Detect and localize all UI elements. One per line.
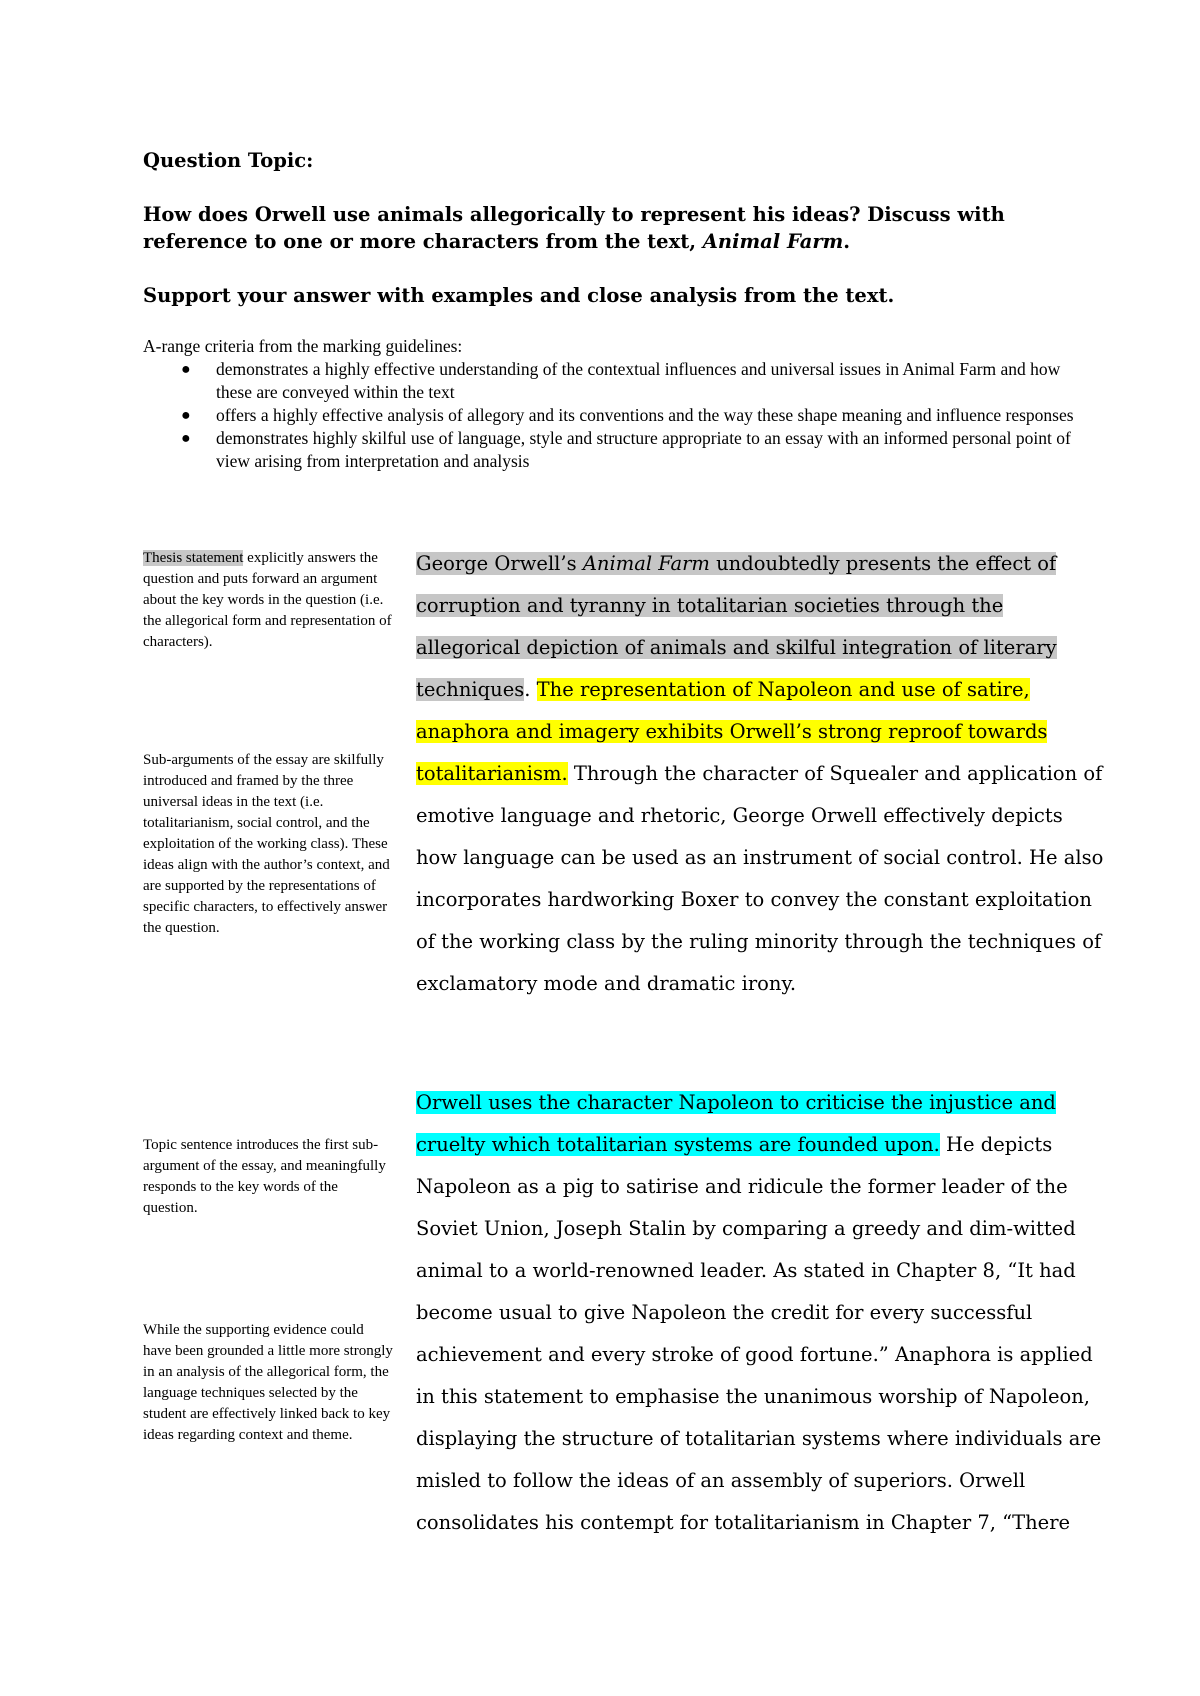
essay-paragraph-introduction: George Orwell’s Animal Farm undoubtedly presents the effect of corruption and tyranny in totalitarian societies through the allegorical depiction of animals and skilful integration of literary techniques. The representation of Napoleon and use of satire, anaphora and imagery exhibits Orwell’s strong reproof towards totalitarianism. Through the character of Squealer and application of emotive language and rhetoric, George Orwell effectively depicts how language can be used as an instrument of social control. He also incorporates hardworking Boxer to convey the constant exploitation of the working class by the ruling minority through the techniques of exclamatory mode and dramatic irony. — [416, 552, 1104, 995]
margin-note-topic-sentence: Topic sentence introduces the first sub-argument of the essay, and meaningfully responds to the key words of the question. — [143, 1137, 386, 1216]
question-end: . — [843, 230, 851, 253]
thesis-highlight: George Orwell’s Animal Farm undoubtedly presents the effect of corruption and tyranny in totalitarian societies through the allegorical depiction of animals and skilful integration of literary techniques — [416, 552, 1057, 701]
margin-note-evidence: While the supporting evidence could have been grounded a little more strongly in an analysis of the allegorical form, the language techniques selected by the student are effectively linked back to key ideas regarding context and theme. — [143, 1322, 393, 1443]
question-book-title: Animal Farm — [702, 230, 844, 253]
bullet-icon: ● — [181, 361, 191, 378]
support-instruction: Support your answer with examples and close analysis from the text. — [143, 284, 895, 307]
criteria-item: ● offers a highly effective analysis of allegory and its conventions and the way these shape meaning and influence responses — [181, 405, 1074, 425]
essay-paragraph-body-1: Orwell uses the character Napoleon to criticise the injustice and cruelty which totalitarian systems are founded upon. He depicts Napoleon as a pig to satirise and ridicule the former leader of the Soviet Union, Joseph Stalin by comparing a greedy and dim-witted animal to a world-renowned leader. As stated in Chapter 8, “It had become usual to give Napoleon the credit for every successful achievement and every stroke of good fortune.” Anaphora is applied in this statement to emphasise the unanimous worship of Napoleon, displaying the structure of totalitarian systems where individuals are misled to follow the ideas of an assembly of superiors. Orwell consolidates his contempt for totalitarianism in Chapter 7, “There — [416, 1091, 1102, 1534]
topic-sentence-highlight: Orwell uses the character Napoleon to criticise the injustice and cruelty which totalitarian systems are founded upon. — [416, 1091, 1056, 1156]
criteria-intro: A-range criteria from the marking guidelines: — [143, 336, 463, 356]
sub-argument-highlight: The representation of Napoleon and use of satire, anaphora and imagery exhibits Orwell’s strong reproof towards totalitarianism. — [416, 678, 1048, 785]
question-text: How does Orwell use animals allegorically to represent his ideas? Discuss with reference to one or more characters from the text, — [143, 203, 1005, 253]
margin-note-thesis: Thesis statement explicitly answers the question and puts forward an argument about the key words in the question (i.e. the allegorical form and representation of characters). — [143, 550, 392, 650]
note-highlight: Thesis statement — [143, 550, 244, 566]
marking-criteria — [143, 335, 1083, 473]
bullet-icon: ● — [181, 430, 191, 447]
margin-note-sub-arguments: Sub-arguments of the essay are skilfully introduced and framed by the three universal ideas in the text (i.e. totalitarianism, social control, and the exploitation of the working class). These ideas align with the author’s context, and are supported by the representations of specific characters, to effectively answer the question. — [143, 752, 390, 936]
criteria-item: ● demonstrates highly skilful use of language, style and structure appropriate to an essay with an informed personal point of view arising from interpretation and analysis — [181, 428, 1071, 471]
bullet-icon: ● — [181, 407, 191, 424]
essay-book-title: Animal Farm — [582, 552, 710, 575]
question-topic-heading: Question Topic: — [143, 149, 314, 172]
criteria-item: ● demonstrates a highly effective understanding of the contextual influences and universal issues in Animal Farm and how these are conveyed within the text — [181, 359, 1061, 402]
criteria-list — [143, 358, 1083, 473]
essay-question — [143, 201, 1093, 255]
